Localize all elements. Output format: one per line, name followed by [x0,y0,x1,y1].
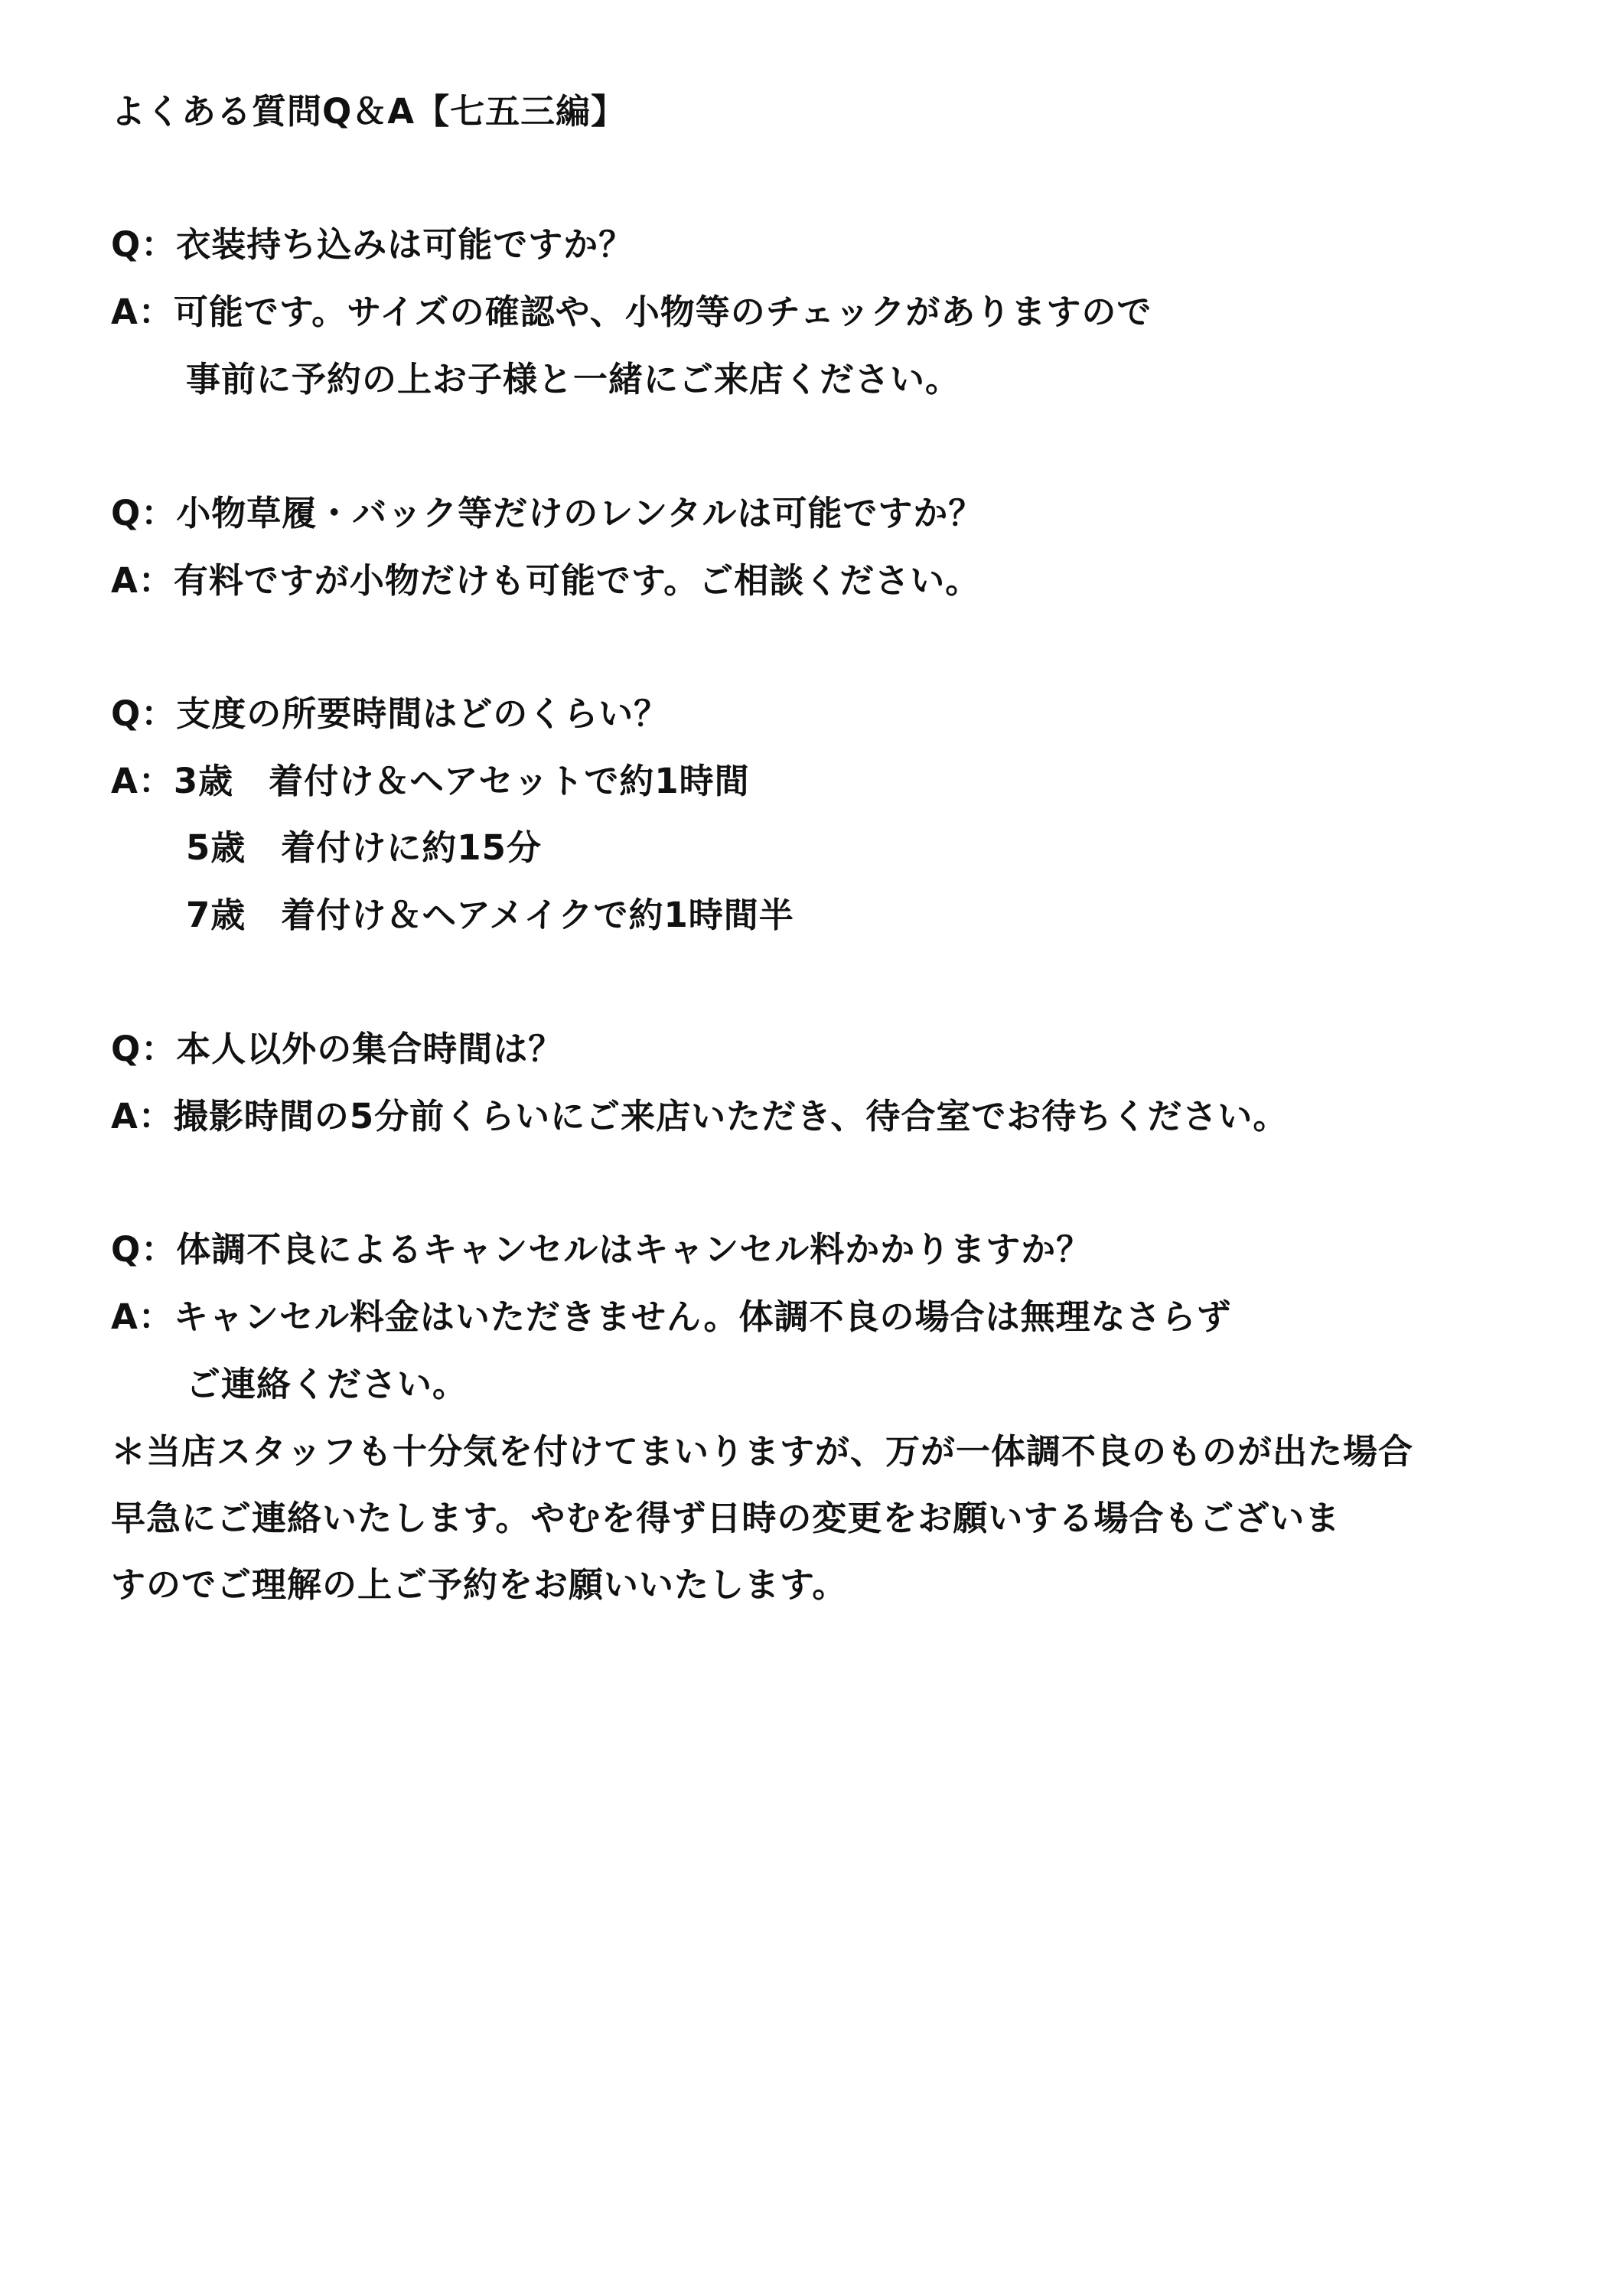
answer-3-line-2: 5歳 着付けに約15分 [186,827,542,868]
answer-2-line-1: A：有料ですが小物だけも可能です。ご相談ください。 [111,560,981,601]
answer-3-line-1: A：3歳 着付け＆ヘアセットで約1時間 [111,761,750,801]
answer-1-line-1: A：可能です。サイズの確認や、小物等のチェックがありますので [111,292,1152,332]
question-2: Q：小物草履・バック等だけのレンタルは可能ですか？ [111,493,984,533]
question-4: Q：本人以外の集合時間は？ [111,1029,564,1069]
question-3: Q：支度の所要時間はどのくらい？ [111,693,670,734]
note-line-3: すのでご理解の上ご予約をお願いいたします。 [111,1564,848,1605]
answer-5-line-2: ご連絡ください。 [186,1364,468,1404]
answer-3-line-3: 7歳 着付け＆ヘアメイクで約1時間半 [186,895,794,935]
answer-4-line-1: A：撮影時間の5分前くらいにご来店いただき、待合室でお待ちください。 [111,1096,1289,1137]
question-1: Q：衣装持ち込みは可能ですか？ [111,224,634,265]
note-line-2: 早急にご連絡いたします。やむを得ず日時の変更をお願いする場合もございま [111,1498,1341,1538]
page-title: よくある質問Q＆A【七五三編】 [111,91,627,132]
note-line-1: ＊当店スタッフも十分気を付けてまいりますが、万が一体調不良のものが出た場合 [111,1431,1414,1472]
answer-5-line-1: A：キャンセル料金はいただきません。体調不良の場合は無理なさらず [111,1296,1232,1337]
answer-1-line-2: 事前に予約の上お子様と一緒にご来店ください。 [186,359,961,400]
question-5: Q：体調不良によるキャンセルはキャンセル料かかりますか？ [111,1229,1092,1270]
